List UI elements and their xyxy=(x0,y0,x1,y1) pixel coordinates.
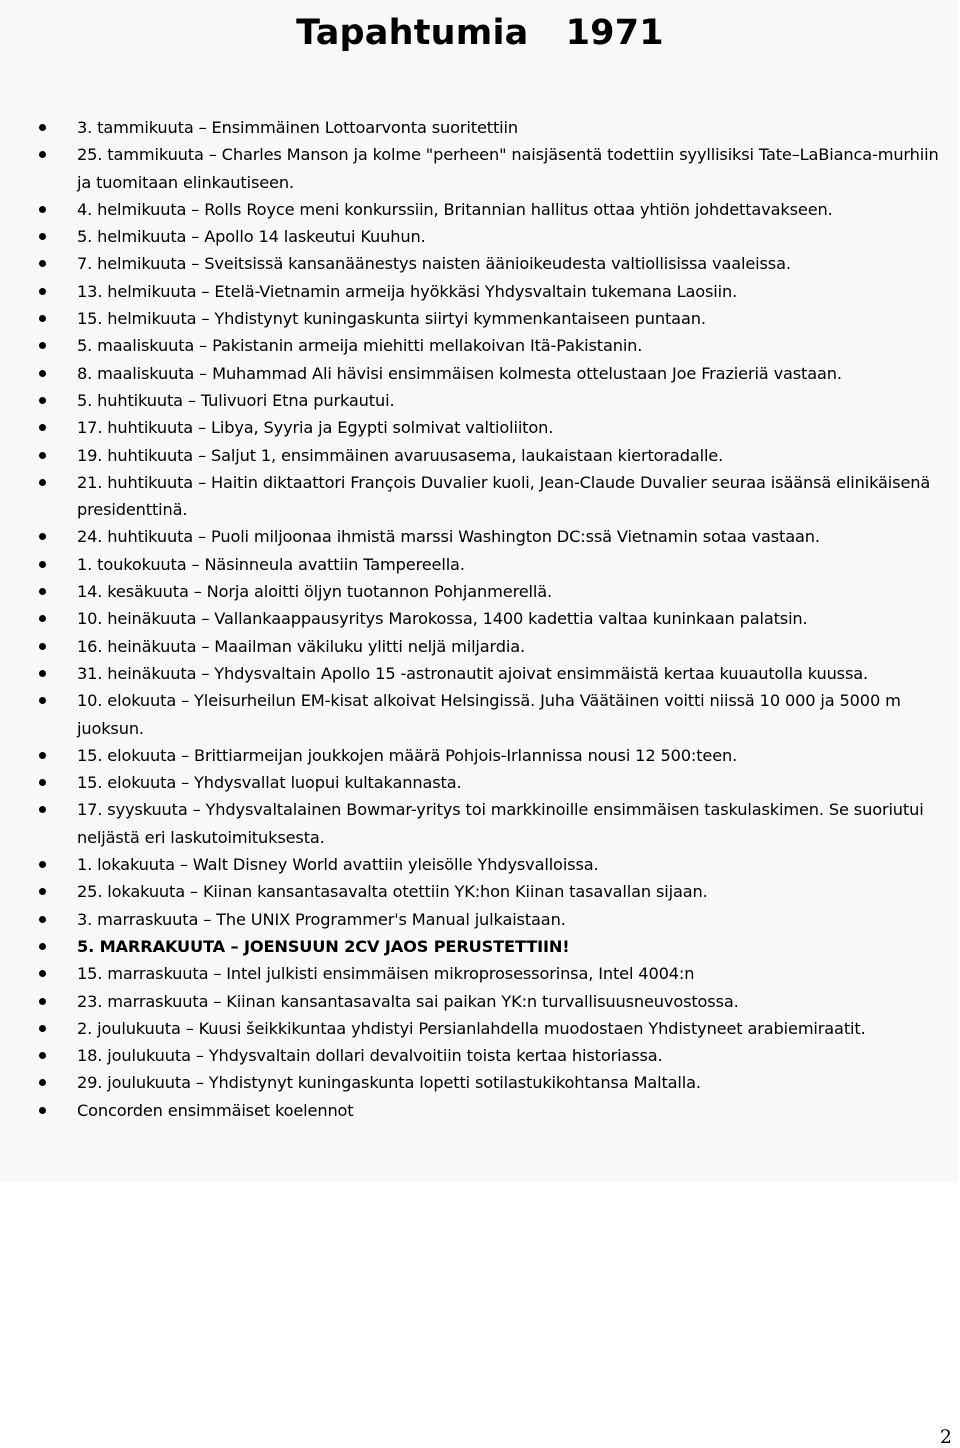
event-text: 5. huhtikuuta – Tulivuori Etna purkautui. xyxy=(77,390,395,410)
event-item xyxy=(0,851,958,878)
event-item xyxy=(0,578,958,605)
event-item xyxy=(0,1015,958,1042)
bullet-icon xyxy=(39,151,46,158)
event-item xyxy=(0,196,958,223)
event-text: 4. helmikuuta – Rolls Royce meni konkurssiin, Britannian hallitus ottaa yhtiön johdettavakseen. xyxy=(77,199,833,219)
bullet-icon xyxy=(39,533,46,540)
event-item xyxy=(0,633,958,660)
bullet-icon xyxy=(39,998,46,1005)
event-item xyxy=(0,660,958,687)
bullet-icon xyxy=(39,561,46,568)
event-text: 8. maaliskuuta – Muhammad Ali hävisi ensimmäisen kolmesta ottelustaan Joe Frazieriä vastaan. xyxy=(77,363,842,383)
event-list xyxy=(0,114,958,1124)
event-item xyxy=(0,114,958,141)
event-item xyxy=(0,933,958,960)
event-item xyxy=(0,332,958,359)
event-item xyxy=(0,360,958,387)
event-text: 5. maaliskuuta – Pakistanin armeija miehitti mellakoivan Itä-Pakistanin. xyxy=(77,336,643,356)
bullet-icon xyxy=(39,342,46,349)
bullet-icon xyxy=(39,861,46,868)
event-item xyxy=(0,305,958,332)
bullet-icon xyxy=(39,670,46,677)
bullet-icon xyxy=(39,806,46,813)
bullet-icon xyxy=(39,370,46,377)
event-text: 3. tammikuuta – Ensimmäinen Lottoarvonta suoritettiin xyxy=(77,118,518,137)
event-item xyxy=(0,960,958,987)
event-text: 5. helmikuuta – Apollo 14 laskeutui Kuuhun. xyxy=(77,227,426,247)
event-text: 1. lokakuuta – Walt Disney World avattiin yleisölle Yhdysvalloissa. xyxy=(77,855,599,875)
event-text: 16. heinäkuuta – Maailman väkiluku ylitti neljä miljardia. xyxy=(77,636,526,656)
bullet-icon xyxy=(39,916,46,923)
event-item xyxy=(0,250,958,277)
event-item xyxy=(0,551,958,578)
event-item xyxy=(0,1042,958,1069)
bullet-icon xyxy=(39,615,46,622)
event-text: 1. toukokuuta – Näsinneula avattiin Tampereella. xyxy=(77,554,465,574)
page-title: Tapahtumia 1971 xyxy=(296,13,664,53)
bullet-icon xyxy=(39,206,46,213)
event-item xyxy=(0,878,958,905)
event-text: 21. huhtikuuta – Haitin diktaattori François Duvalier kuoli, Jean-Claude Duvalier seuraa isäänsä elinikäisenä presidenttinä. xyxy=(77,472,931,520)
event-text: 23. marraskuuta – Kiinan kansantasavalta sai paikan YK:n turvallisuusneuvostossa. xyxy=(77,991,739,1011)
bullet-icon xyxy=(39,752,46,759)
event-text: 17. huhtikuuta – Libya, Syyria ja Egypti solmivat valtioliiton. xyxy=(77,418,554,438)
event-item xyxy=(0,469,958,524)
event-text: 19. huhtikuuta – Saljut 1, ensimmäinen avaruusasema, laukaistaan kiertoradalle. xyxy=(77,445,724,465)
page-number: 2 xyxy=(939,1426,952,1448)
bullet-icon xyxy=(39,424,46,431)
bullet-icon xyxy=(39,588,46,595)
event-item xyxy=(0,278,958,305)
bullet-icon xyxy=(39,779,46,786)
bullet-icon xyxy=(39,479,46,486)
event-text: 13. helmikuuta – Etelä-Vietnamin armeija hyökkäsi Yhdysvaltain tukemana Laosiin. xyxy=(77,281,738,301)
bullet-icon xyxy=(39,1052,46,1059)
event-item xyxy=(0,769,958,796)
bullet-icon xyxy=(39,943,46,950)
event-text: 2. joulukuuta – Kuusi šeikkikuntaa yhdistyi Persianlahdella muodostaen Yhdistyneet arabiemiraatit. xyxy=(77,1018,866,1038)
bullet-icon xyxy=(39,1107,46,1114)
event-item xyxy=(0,223,958,250)
event-text: 25. lokakuuta – Kiinan kansantasavalta otettiin YK:hon Kiinan tasavallan sijaan. xyxy=(77,882,708,902)
event-item xyxy=(0,742,958,769)
event-item xyxy=(0,523,958,550)
event-text: 10. elokuuta – Yleisurheilun EM-kisat alkoivat Helsingissä. Juha Väätäinen voitti niissä 10 000 ja 5000 m juoksun. xyxy=(77,691,901,738)
event-text: 3. marraskuuta – The UNIX Programmer's Manual julkaistaan. xyxy=(77,909,566,929)
bullet-icon xyxy=(39,124,46,131)
event-text: 15. helmikuuta – Yhdistynyt kuningaskunta siirtyi kymmenkantaiseen puntaan. xyxy=(77,309,706,329)
event-item xyxy=(0,141,958,196)
bullet-icon xyxy=(39,233,46,240)
event-text: 18. joulukuuta – Yhdysvaltain dollari devalvoitiin toista kertaa historiassa. xyxy=(77,1046,663,1066)
bullet-icon xyxy=(39,888,46,895)
event-text: 10. heinäkuuta – Vallankaappausyritys Marokossa, 1400 kadettia valtaa kuninkaan palatsin. xyxy=(77,609,808,629)
bullet-icon xyxy=(39,643,46,650)
event-text: Concorden ensimmäiset koelennot xyxy=(77,1100,354,1120)
event-item xyxy=(0,906,958,933)
bullet-icon xyxy=(39,397,46,404)
event-item xyxy=(0,605,958,632)
event-item xyxy=(0,387,958,414)
event-text: 29. joulukuuta – Yhdistynyt kuningaskunta lopetti sotilastukikohtansa Maltalla. xyxy=(77,1073,701,1093)
bullet-icon xyxy=(39,697,46,704)
event-text: 15. elokuuta – Yhdysvallat luopui kultakannasta. xyxy=(77,773,462,793)
event-item xyxy=(0,1097,958,1124)
bullet-icon xyxy=(39,452,46,459)
event-item xyxy=(0,414,958,441)
event-text: 5. MARRAKUUTA – JOENSUUN 2CV JAOS PERUSTETTIIN! xyxy=(77,936,570,956)
event-text: 31. heinäkuuta – Yhdysvaltain Apollo 15 -astronautit ajoivat ensimmäistä kertaa kuuautolla kuussa. xyxy=(77,663,869,683)
event-text: 17. syyskuuta – Yhdysvaltalainen Bowmar-yritys toi markkinoille ensimmäisen taskulaskimen. Se suoriutui neljästä eri laskutoimituksesta. xyxy=(77,800,924,847)
event-item xyxy=(0,442,958,469)
event-item xyxy=(0,988,958,1015)
event-text: 15. elokuuta – Brittiarmeijan joukkojen määrä Pohjois-Irlannissa nousi 12 500:teen. xyxy=(77,745,738,765)
bullet-icon xyxy=(39,260,46,267)
bullet-icon xyxy=(39,315,46,322)
bullet-icon xyxy=(39,1025,46,1032)
event-item xyxy=(0,796,958,851)
event-text: 24. huhtikuuta – Puoli miljoonaa ihmistä marssi Washington DC:ssä Vietnamin sotaa vastaan. xyxy=(77,527,820,547)
event-text: 14. kesäkuuta – Norja aloitti öljyn tuotannon Pohjanmerellä. xyxy=(77,582,552,602)
bullet-icon xyxy=(39,970,46,977)
event-text: 25. tammikuuta – Charles Manson ja kolme "perheen" naisjäsentä todettiin syyllisiksi Tate–LaBianca-murhiin ja tuomitaan elinkautiseen. xyxy=(77,145,939,192)
event-item xyxy=(0,1069,958,1096)
event-item xyxy=(0,687,958,742)
bullet-icon xyxy=(39,1079,46,1086)
event-text: 15. marraskuuta – Intel julkisti ensimmäisen mikroprosessorinsa, Intel 4004:n xyxy=(77,964,695,984)
bullet-icon xyxy=(39,288,46,295)
event-text: 7. helmikuuta – Sveitsissä kansanäänestys naisten äänioikeudesta valtiollisissa vaaleissa. xyxy=(77,254,791,274)
